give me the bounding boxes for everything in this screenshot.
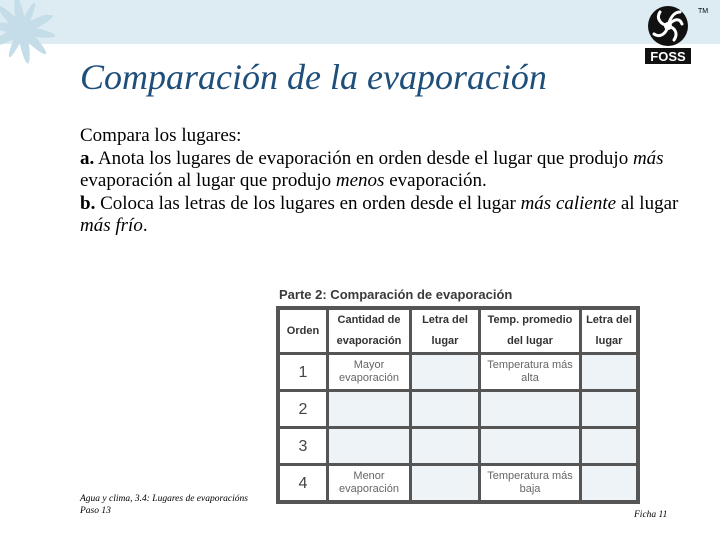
cell-orden: 4 — [278, 465, 328, 503]
instruction-a-text-3: evaporación. — [384, 170, 487, 191]
instruction-b-emphasis-1: más caliente — [520, 192, 617, 214]
instruction-a-text-2: evaporación al lugar que produjo — [80, 170, 336, 191]
instruction-a — [80, 148, 690, 193]
cell-temp: Temperatura más baja — [480, 465, 581, 503]
header-temp: Temp. promedio del lugar — [480, 308, 581, 354]
instruction-a-emphasis-2: menos — [335, 170, 385, 191]
cell-cantidad[interactable] — [328, 391, 411, 428]
foss-logo-icon — [644, 4, 692, 66]
instructions-intro: Compara los lugares: — [80, 125, 242, 146]
trademark: TM — [698, 8, 709, 15]
cell-orden: 3 — [278, 428, 328, 465]
header-letra-1: Letra del lugar — [411, 308, 480, 354]
footer-source-line-1: Agua y clima, 3.4: Lugares de evaporacións — [80, 494, 248, 504]
header-orden: Orden — [278, 308, 328, 354]
table-row — [278, 465, 638, 503]
cell-letra-2[interactable] — [581, 428, 639, 465]
cell-letra-2[interactable] — [581, 354, 639, 391]
instruction-a-emphasis-1: más — [632, 147, 664, 169]
instructions — [80, 125, 690, 238]
cell-cantidad: Mayor evaporación — [328, 354, 411, 391]
cell-temp[interactable] — [480, 428, 581, 465]
instruction-a-label: a. — [80, 147, 95, 169]
comparison-table — [276, 306, 640, 504]
cell-orden: 1 — [278, 354, 328, 391]
table-title: Parte 2: Comparación de evaporación — [279, 287, 513, 302]
instruction-b-emphasis-2: más frío — [80, 215, 143, 236]
footer-page-label: Ficha 11 — [634, 510, 668, 520]
instruction-b-text-2: al lugar — [616, 192, 679, 214]
cell-letra-1[interactable] — [411, 428, 480, 465]
cell-temp[interactable] — [480, 391, 581, 428]
logo-text: FOSS — [650, 49, 686, 64]
cell-letra-1[interactable] — [411, 354, 480, 391]
cell-letra-1[interactable] — [411, 465, 480, 503]
cell-cantidad: Menor evaporación — [328, 465, 411, 503]
comparison-table-section — [276, 287, 651, 504]
header-cantidad: Cantidad de evaporación — [328, 308, 411, 354]
table-row — [278, 428, 638, 465]
cell-cantidad[interactable] — [328, 428, 411, 465]
header-letra-2: Letra del lugar — [581, 308, 639, 354]
page-title: Comparación de la evaporación — [80, 57, 547, 97]
instruction-b — [80, 193, 690, 238]
instruction-b-label: b. — [80, 192, 96, 214]
instruction-b-text-3: . — [142, 215, 148, 236]
footer-source — [80, 493, 248, 517]
footer-source-line-2: Paso 13 — [80, 506, 111, 516]
table-row — [278, 391, 638, 428]
cell-temp: Temperatura más alta — [480, 354, 581, 391]
cell-letra-1[interactable] — [411, 391, 480, 428]
table-row — [278, 354, 638, 391]
table-header-row — [278, 308, 638, 354]
cell-letra-2[interactable] — [581, 465, 639, 503]
cell-orden: 2 — [278, 391, 328, 428]
cell-letra-2[interactable] — [581, 391, 639, 428]
instruction-a-text-1: Anota los lugares de evaporación en orden desde el lugar que produjo — [94, 147, 633, 169]
instruction-b-text-1: Coloca las letras de los lugares en orden desde el lugar — [95, 192, 521, 214]
